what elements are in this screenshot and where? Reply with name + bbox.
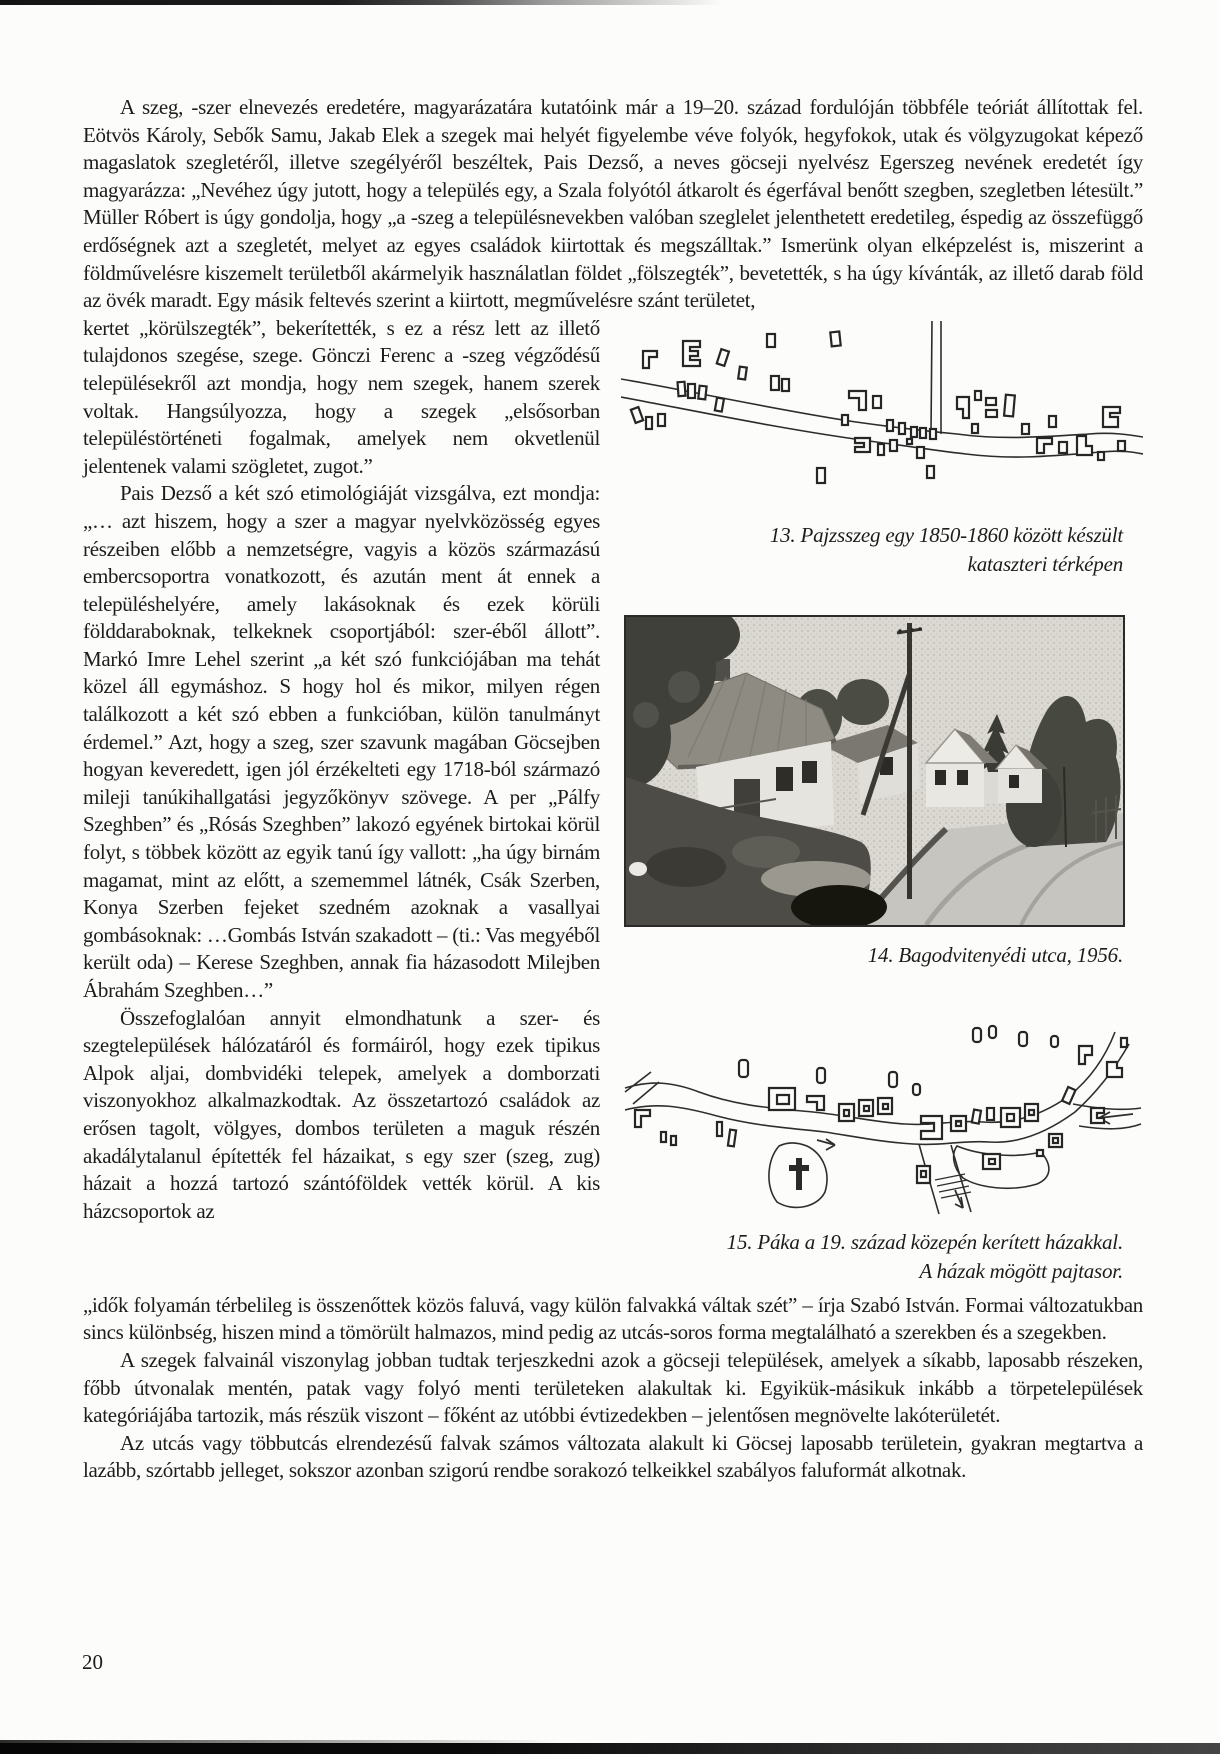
body-paragraph: Pais Dezső a két szó etimológiáját vizsgálva, ezt mondja: „… azt hiszem, hogy a szer a magyar nyelvközösség egyes részeiben előbb a nemzetségre, vagyis a közös származású embercsoportra vonatkozott, és azután ment át ennek a településhelyére, amely lakásoknak és ezek körüli földdaraboknak, telkeknek csoportjából: szer-éből állott”. Markó Imre Lehel szerint „a két szó funkciójában ma tehát közel áll egymáshoz. S hogy hol és mikor, milyen régen találkozott a két szó ebben a funkcióban, külön tanulmányt érdemel.” Azt, hogy a szeg, szer szavunk magában Göcsejben hogyan keveredett, igen jól érzékelteti egy 1718-ból származó mileji tanúkihallgatási jegyzőkönyv szövege. A per „Pálfy Szeghben” és „Rósás Szeghben” lakozó egyének birtokai körül folyt, s többek között az egyik tanú így vallott: „ha úgy birnám magamat, mint az előtt, a szememmel látnék, Csák Szerben, Konya Szerben fejeket szedném azoknak a vasallyai gombásoknak: …Gombás István szakadott – (ti.: Vas megyéből került oda) – Kerese Szeghben, annak fia házasodott Milejben Ábrahám Szeghben…” — [83, 481, 600, 1002]
house-footprints — [631, 331, 1125, 482]
village-street-photo-illustration — [626, 617, 1123, 925]
caption-line: A házak mögött pajtasor. — [919, 1258, 1123, 1283]
body-paragraph: kertet „körülszegték”, bekerítették, s ez a rész lett az illető tulajdonos szegése, szege. Gönczi Ferenc a -szeg végződésű településekről azt mondja, hogy nem szegek, hanem szerek voltak. Hangsúlyozza, hogy a szegek „elsősorban településtörténeti fogalmak, amelyek nem okvetlenül jelentenek valami szögletet, zugot.” — [83, 315, 600, 478]
house-footprints — [635, 1026, 1127, 1183]
figure-15-caption — [621, 1228, 1143, 1286]
two-column-region — [83, 315, 1143, 1286]
body-paragraph: Az utcás vagy többutcás elrendezésű falvak számos változata alakult ki Göcsej laposabb területein, gyakran megtartva a lazább, szórtabb jelleget, sokszor azonban szigorú rendbe sorakozó telkeikkel szabályos faluformát alkotnak. — [83, 1430, 1143, 1483]
fence-right — [1092, 795, 1121, 843]
roads — [625, 1032, 1141, 1214]
scan-artifact-bottom — [0, 1743, 1220, 1754]
left-text-column — [83, 315, 600, 1226]
article-text — [83, 94, 1143, 1485]
figure-15-village-map — [621, 1014, 1143, 1224]
figure-14-caption — [621, 941, 1143, 970]
bottom-text-region — [83, 1292, 1143, 1485]
figure-14-photo — [624, 615, 1125, 927]
caption-line: kataszteri térképen — [967, 551, 1123, 576]
figure-13-cadastral-map — [621, 321, 1143, 509]
church-cross-icon — [789, 1158, 809, 1190]
page-number: 20 — [82, 1650, 103, 1674]
caption-line: 13. Pajzsszeg egy 1850-1860 között készült — [769, 522, 1123, 547]
body-paragraph: A szegek falvainál viszonylag jobban tudtak terjeszkedni azok a göcseji települések, amelyek a síkabb, laposabb részeken, főbb útvonalak mentén, patak vagy folyó menti területeken alakultak ki. Egyikük-másikuk inkább a törpetelepülések kategóriájába tartozik, más részük viszont – főként az utóbbi évtizedekben – jelentősen megnövelte lakóterületét. — [83, 1347, 1143, 1428]
figure-column — [621, 315, 1143, 1286]
body-paragraph: „idők folyamán térbelileg is összenőttek közös faluvá, vagy külön falvakká váltak szét” – írja Szabó István. Formai változatukban sincs különbség, hiszen mind a tömörült halmazos, mind pedig az utcás-soros forma megtalálható a szerekben és a szegekben. — [83, 1292, 1143, 1345]
scan-artifact-top — [0, 0, 880, 5]
caption-line: 14. Bagodvitenyédi utca, 1956. — [867, 942, 1123, 967]
figure-13-caption — [621, 521, 1143, 579]
caption-line: 15. Páka a 19. század közepén kerített házakkal. — [726, 1229, 1123, 1254]
body-paragraph: Összefoglalóan annyit elmondhatunk a szer- és szegtelepülések hálózatáról és formáiról, hogy ezek tipikus Alpok aljai, dombvidéki telepek, amelyek a domborzati viszonyokhoz alkalmazkodtak. Az összetartozó családok az erősen tagolt, völgyes, dombos területen a maguk részén akadálytalanul építették fel házaikat, s egy szer (szeg, zug) házait a hozzá tartozó szántóföldek vették körül. A kis házcsoportok az — [83, 1005, 600, 1223]
intro-paragraph: A szeg, -szer elnevezés eredetére, magyarázatára kutatóink már a 19–20. század fordulóján többféle teóriát állítottak fel. Eötvös Károly, Sebők Samu, Jakab Elek a szegek mai helyét figyelembe véve folyók, hegyfokok, utak és völgyzugokat képező magaslatok szegletéről, illetve szegélyéről beszéltek, Pais Dezső, a neves göcseji nyelvész Egerszeg nevének eredetét így magyarázza: „Nevéhez úgy jutott, hogy a település egy, a Szala folyótól átkarolt és égerfával benőtt szegben, szegletben létesült.” Müller Róbert is úgy gondolja, hogy „a -szeg a településnevekben valóban szeglelet jelenthetett eredetileg, éspedig az összefüggő erdőségnek azt a szegletét, melyet az egyes családok kiirtottak és megszálltak.” Ismerünk olyan elképzelést is, miszerint a földművelésre kiszemelt területből akármelyik használatlan földet „fölszegték”, bevetették, s ha úgy kívánták, az illető darab föld az övék maradt. Egy másik feltevés szerint a kiirtott, megművelésre szánt területet, — [83, 95, 1143, 313]
